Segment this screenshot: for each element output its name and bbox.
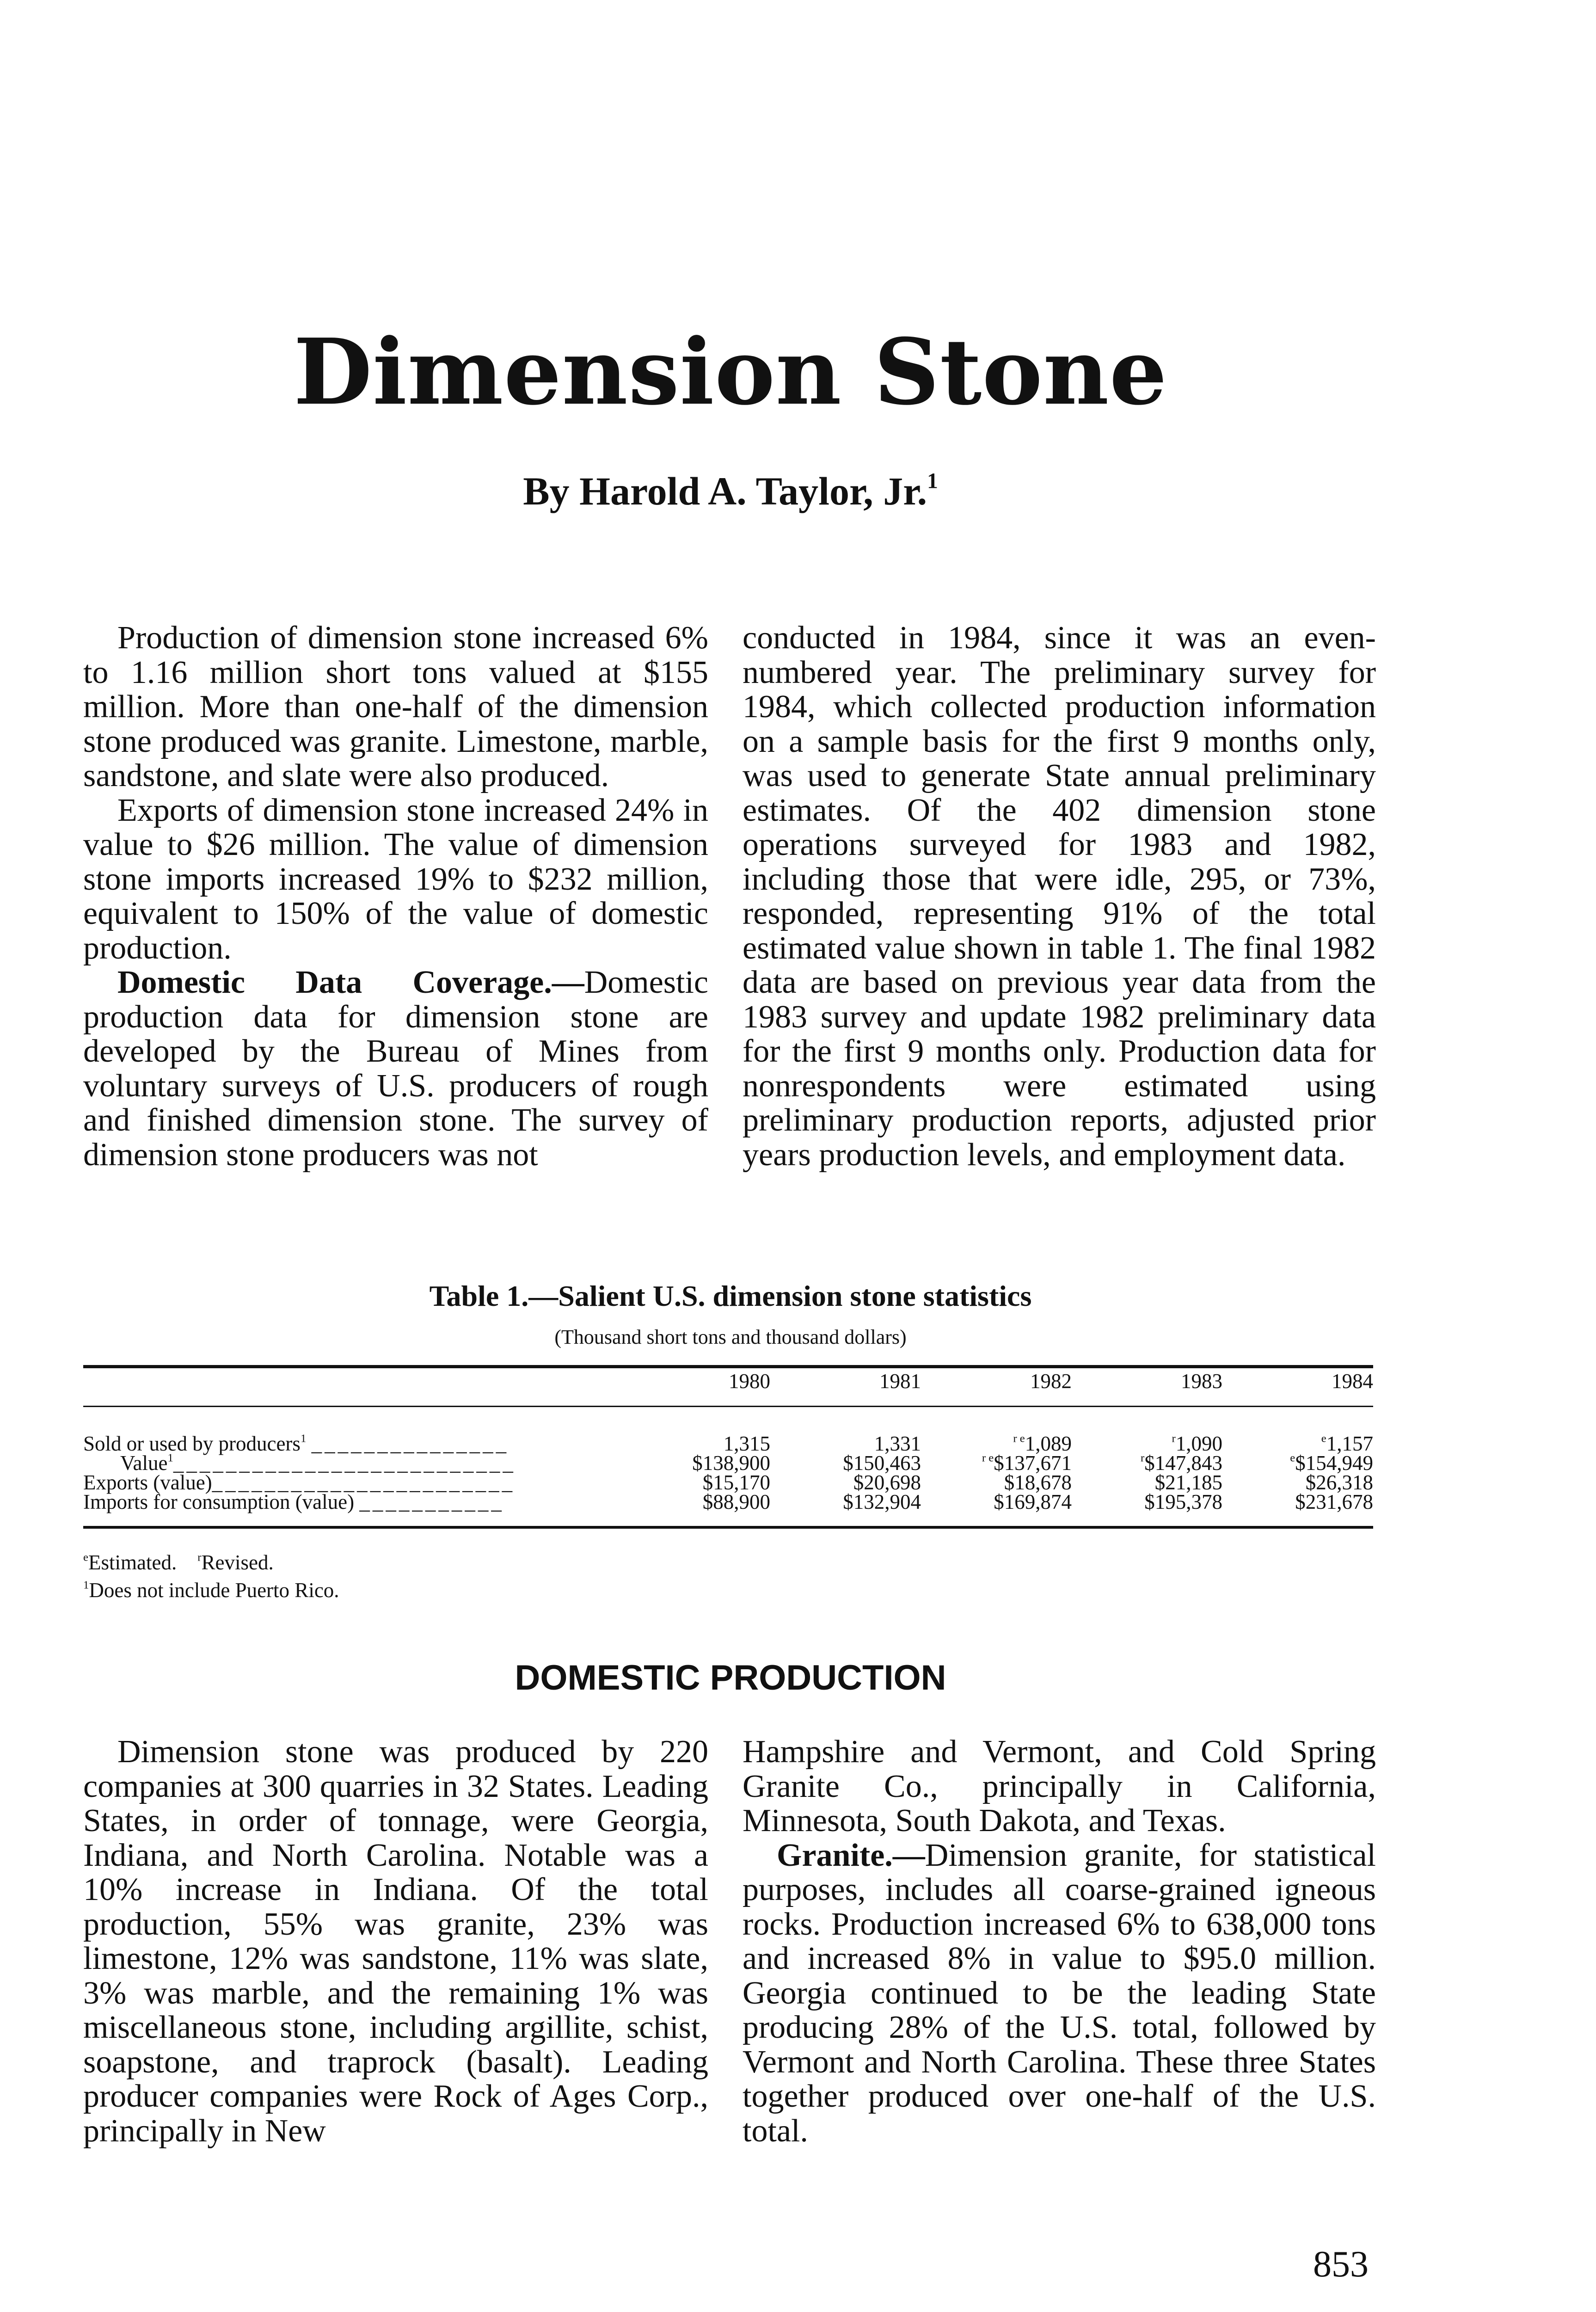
section-column-right: [743, 1735, 1376, 2148]
table-cell: $138,900: [692, 1451, 770, 1475]
table-header-row: [83, 1371, 1373, 1405]
table-cell: $^{r e}$1,089: [1013, 1432, 1072, 1455]
table-cell: $18,678: [1004, 1471, 1072, 1494]
author-name: By Harold A. Taylor, Jr.: [523, 469, 927, 513]
intro-paragraph-3-continued: conducted in 1984, since it was an even-numbered year. The preliminary survey for 1984, which collected production information on a sample basis for the first 9 months only, was used to generate State annual preliminary estimates. Of the 402 dimension stone operations surveyed for 1983 and 1982, including those that were idle, 295, or 73%, responded, representing 91% of the total estimated value shown in table 1. The final 1982 data are based on previous year data from the 1983 survey and update 1982 preliminary data for the first 9 months only. Production data for nonrespondents were estimated using preliminary production reports, adjusted prior years production levels, and employment data.: [743, 620, 1376, 1173]
page-number: 853: [1313, 2244, 1369, 2285]
table-cell: $169,874: [994, 1490, 1072, 1513]
table-cell: $132,904: [843, 1490, 921, 1513]
table-title: Table 1.—Salient U.S. dimension stone statistics: [429, 1279, 1032, 1312]
table-footnote-1: $^1$Does not include Puerto Rico.: [83, 1579, 339, 1602]
table-cell: 1,315: [723, 1432, 770, 1455]
header-blank: [83, 1371, 620, 1405]
table-row: [83, 1473, 1373, 1492]
table-cell: $150,463: [843, 1451, 921, 1475]
byline-footnote-mark: 1: [927, 469, 938, 493]
section-paragraph-1: Dimension stone was produced by 220 companies at 300 quarries in 32 States. Leading States, in order of tonnage, were Georgia, Indiana, and North Carolina. Notable was a 10% increase in Indiana. Of the total production, 55% was granite, 23% was limestone, 12% was sandstone, 11% was slate, 3% was marble, and the remaining 1% was miscellaneous stone, including argillite, schist, soapstone, and traprock (basalt). Leading producer companies were Rock of Ages Corp., principally in New: [83, 1734, 708, 2149]
row-label: Value$^1$__________________________: [120, 1451, 516, 1475]
intro-paragraph-3-text: Domestic production data for dimension stone are developed by the Bureau of Mines from voluntary surveys of U.S. producers of rough and finished dimension stone. The survey of dimension stone producers was not: [83, 965, 708, 1173]
table-row: [83, 1453, 1373, 1473]
year-header: 1981: [879, 1370, 921, 1393]
revised-note: Revised.: [201, 1551, 274, 1574]
table-top-rule: [83, 1365, 1373, 1368]
table-cell: $15,170: [702, 1471, 770, 1494]
intro-paragraph-1: Production of dimension stone increased 6% to 1.16 million short tons valued at $155 million. More than one-half of the dimension stone produced was granite. Limestone, marble, sandstone, and slate were also produced.: [83, 620, 708, 793]
year-header: 1982: [1030, 1370, 1072, 1393]
table-cell: $^e$1,157: [1321, 1432, 1373, 1455]
salient-statistics-table: [83, 1371, 1373, 1512]
byline: [0, 468, 1461, 514]
intro-paragraph-2: Exports of dimension stone increased 24% in value to $26 million. The value of dimension stone imports increased 19% to $232 million, equivalent to 150% of the value of domestic production.: [83, 792, 708, 966]
table-cell: $^{r e}$\$137,671: [982, 1451, 1072, 1475]
intro-column-right: [743, 621, 1376, 1172]
table-cell: $^r$1,090: [1172, 1432, 1222, 1455]
table-cell: $26,318: [1305, 1471, 1373, 1494]
row-label: Exports (value)_______________________: [83, 1471, 516, 1494]
table-cell: $231,678: [1295, 1490, 1373, 1513]
table-cell: $^r$\$147,843: [1141, 1451, 1222, 1475]
row-label: Sold or used by producers$^1$ _______________: [83, 1432, 509, 1455]
table-cell: $^e$\$154,949: [1290, 1451, 1373, 1475]
table-row: [83, 1405, 1373, 1453]
estimated-note: Estimated.: [88, 1551, 177, 1574]
section-column-left: [83, 1735, 708, 2148]
table-cell: $88,900: [702, 1490, 770, 1513]
granite-paragraph: Granite.—Dimension granite, for statistical purposes, includes all coarse-grained igneous rocks. Production increased 6% to 638,000 tons and increased 8% in value to $95.0 million. Georgia continued to be the leading State producing 28% of the U.S. total, followed by Vermont and North Carolina. These three States together produced over one-half of the U.S. total.: [743, 1837, 1376, 2149]
table-bottom-rule: [83, 1526, 1373, 1529]
table-cell: $21,185: [1154, 1471, 1222, 1494]
granite-heading: Granite.—: [777, 1837, 925, 1873]
data-coverage-heading: Domestic Data Coverage.—: [117, 965, 584, 1000]
table-row: [83, 1492, 1373, 1512]
page-title: Dimension Stone: [293, 319, 1168, 425]
row-label: Imports for consumption (value) ___________: [83, 1490, 504, 1513]
section-heading: DOMESTIC PRODUCTION: [515, 1658, 946, 1697]
section-paragraph-1-continued: Hampshire and Vermont, and Cold Spring Granite Co., principally in California, Minnesota, South Dakota, and Texas.: [743, 1734, 1376, 1839]
table-subtitle: (Thousand short tons and thousand dollars): [554, 1326, 907, 1348]
table-cell: 1,331: [874, 1432, 921, 1455]
intro-paragraph-3-start: [83, 965, 708, 1172]
table-footnote-marks: $^e$Estimated. $^r$Revised.: [83, 1551, 274, 1574]
year-header: 1983: [1181, 1370, 1222, 1393]
table-cell: $20,698: [853, 1471, 921, 1494]
year-header: 1984: [1332, 1370, 1373, 1393]
intro-column-left: [83, 621, 708, 1172]
table-cell: $195,378: [1144, 1490, 1222, 1513]
year-header: 1980: [729, 1370, 770, 1393]
